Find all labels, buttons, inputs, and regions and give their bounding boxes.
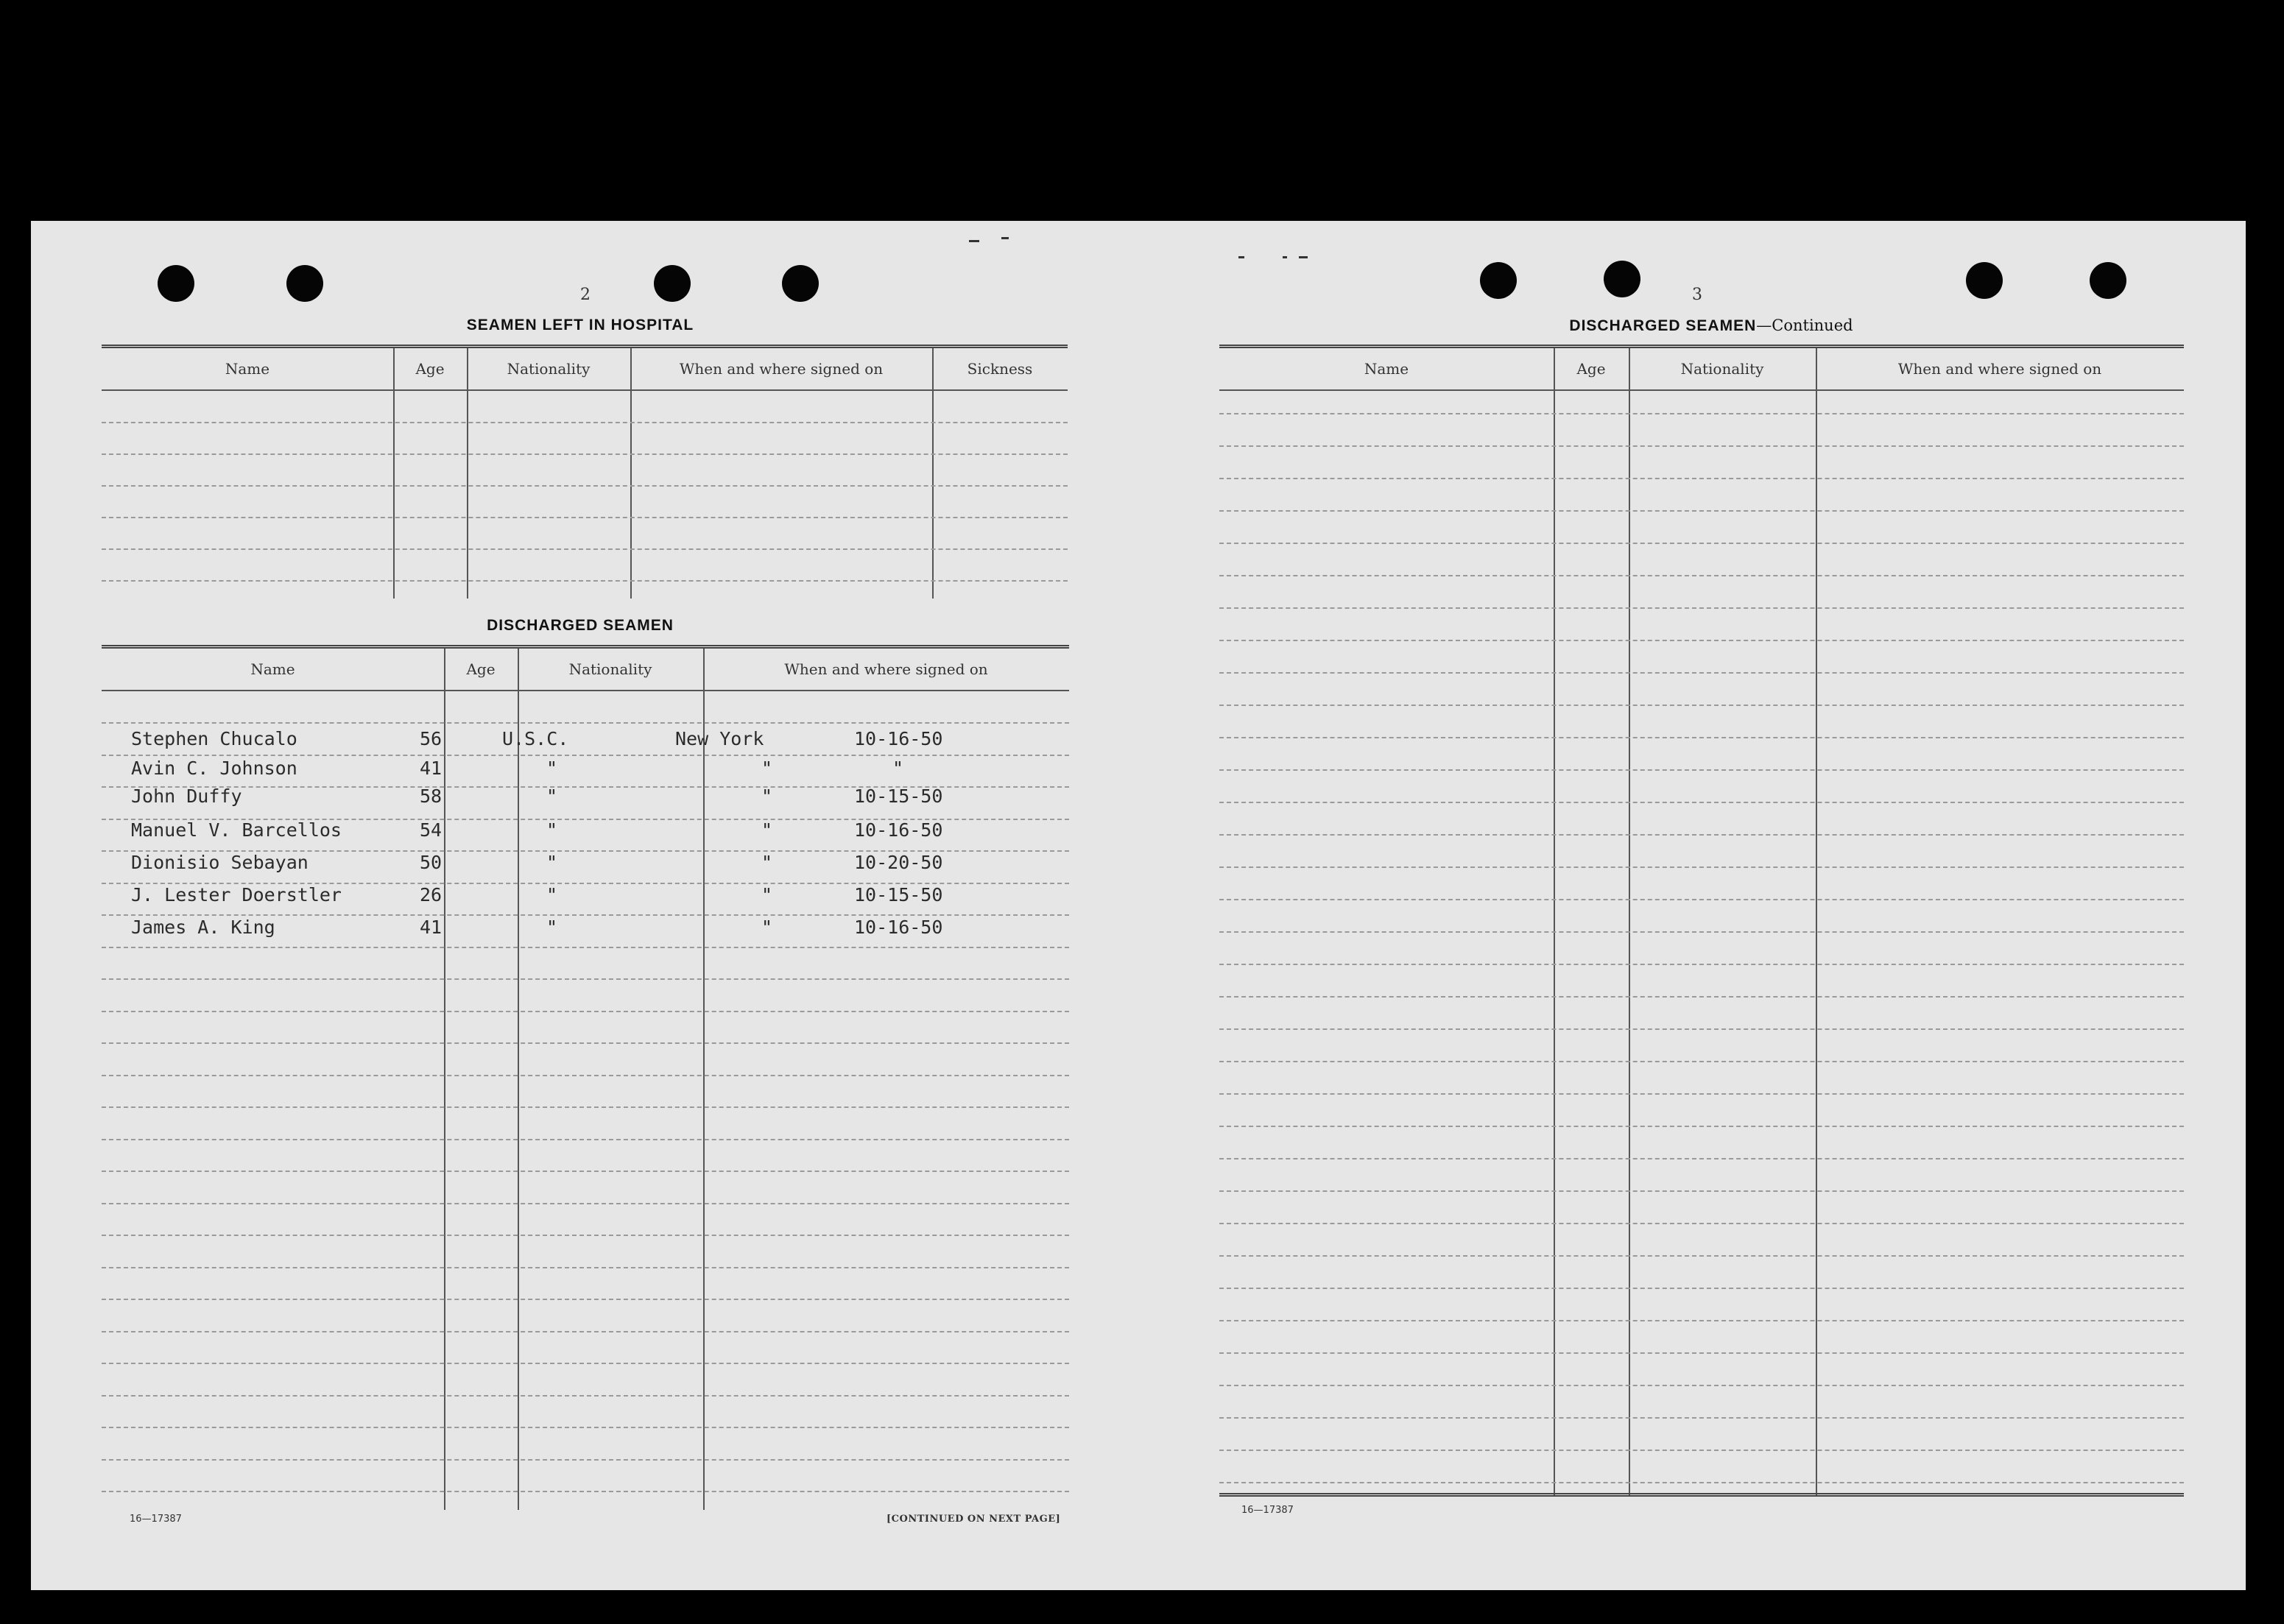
row-line (102, 914, 1069, 916)
row-line (102, 1075, 1069, 1076)
column-header-signed-on: When and where signed on (784, 660, 988, 678)
seaman-nationality: " (546, 917, 558, 938)
signed-on-date: 10-20-50 (854, 852, 943, 873)
column-divider (1629, 348, 1630, 1497)
discharged-continued-table (1219, 345, 2184, 1497)
signed-on-date: 10-16-50 (854, 819, 943, 841)
hospital-table-header (102, 348, 1068, 391)
column-divider (467, 348, 468, 599)
seaman-age: 56 (420, 728, 443, 749)
row-line (1219, 737, 2184, 738)
punch-hole (782, 265, 819, 302)
seaman-age: 54 (420, 819, 443, 841)
signed-on-place: " (761, 884, 773, 905)
row-line (102, 580, 1068, 582)
signed-on-date: 10-15-50 (854, 785, 943, 807)
document-sheet (31, 221, 2246, 1590)
row-line (1219, 1417, 2184, 1419)
discharged-continued-title (1218, 317, 2204, 335)
seaman-nationality: U.S.C. (502, 728, 569, 749)
row-line (102, 1363, 1069, 1364)
scan-mark (1283, 256, 1287, 258)
scan-mark (969, 240, 979, 242)
seaman-nationality: " (546, 884, 558, 905)
row-line (1219, 413, 2184, 414)
row-line (1219, 802, 2184, 803)
seaman-age: 41 (420, 917, 443, 938)
page-number: 2 (580, 286, 591, 304)
row-line (102, 1106, 1069, 1108)
seaman-nationality: " (546, 852, 558, 873)
column-header-signed-on: When and where signed on (1897, 360, 2102, 378)
signed-on-place: " (761, 785, 773, 807)
signed-on-date: 10-16-50 (854, 728, 943, 749)
form-code: 16—17387 (130, 1514, 182, 1525)
row-line (102, 453, 1068, 455)
signed-on-date: 10-15-50 (854, 884, 943, 905)
punch-hole (654, 265, 691, 302)
row-line (1219, 1320, 2184, 1321)
row-line (102, 1203, 1069, 1204)
column-divider (932, 348, 934, 599)
scan-mark (1238, 256, 1244, 258)
title-suffix: —Continued (1756, 317, 1853, 334)
continued-note: [CONTINUED ON NEXT PAGE] (887, 1514, 1061, 1525)
row-line (1219, 1061, 2184, 1062)
discharged-section-title: DISCHARGED SEAMEN (487, 617, 674, 634)
seaman-name: J. Lester Doerstler (131, 884, 342, 905)
row-line (1219, 1385, 2184, 1386)
column-header-name: Name (250, 660, 295, 678)
seaman-name: James A. King (131, 917, 275, 938)
row-line (102, 1427, 1069, 1428)
row-line (1219, 607, 2184, 609)
row-line (102, 755, 1069, 756)
row-line (1219, 769, 2184, 771)
row-line (102, 548, 1068, 550)
signed-on-place: " (761, 852, 773, 873)
column-divider (518, 649, 519, 1510)
column-header-signed-on: When and where signed on (679, 360, 884, 378)
column-header-age: Age (415, 360, 445, 378)
column-header-nationality: Nationality (1680, 360, 1764, 378)
page-number: 3 (1692, 286, 1702, 304)
bottom-rule (1219, 1493, 2184, 1497)
discharged-table-header (102, 649, 1069, 691)
column-divider (703, 649, 705, 1510)
row-line (102, 1299, 1069, 1300)
scan-mark (1299, 256, 1308, 258)
row-line (1219, 510, 2184, 512)
seaman-nationality: " (546, 758, 558, 779)
discharged-continued-header (1219, 348, 2184, 391)
signed-on-place: " (761, 917, 773, 938)
seaman-age: 58 (420, 785, 443, 807)
row-line (1219, 1288, 2184, 1289)
column-divider (1554, 348, 1555, 1497)
row-line (102, 1459, 1069, 1461)
punch-hole (1604, 261, 1640, 297)
punch-hole (286, 265, 323, 302)
row-line (102, 1139, 1069, 1140)
row-line (1219, 1352, 2184, 1354)
row-line (102, 947, 1069, 948)
column-divider (393, 348, 395, 599)
signed-on-place: New York (675, 728, 764, 749)
row-line (1219, 899, 2184, 900)
row-line (1219, 478, 2184, 479)
row-line (102, 978, 1069, 980)
column-header-name: Name (225, 360, 270, 378)
seaman-name: Manuel V. Barcellos (131, 819, 342, 841)
seaman-name: Avin C. Johnson (131, 758, 297, 779)
seaman-name: John Duffy (131, 785, 242, 807)
row-line (1219, 1255, 2184, 1257)
row-line (1219, 705, 2184, 706)
discharged-table (102, 645, 1069, 1510)
seaman-name: Stephen Chucalo (131, 728, 297, 749)
row-line (1219, 1190, 2184, 1192)
signed-on-place: " (761, 758, 773, 779)
column-header-age: Age (1576, 360, 1606, 378)
row-line (1219, 1223, 2184, 1224)
row-line (1219, 445, 2184, 447)
row-line (1219, 866, 2184, 868)
title-text: DISCHARGED SEAMEN (1569, 317, 1757, 334)
seaman-age: 41 (420, 758, 443, 779)
row-line (102, 1042, 1069, 1044)
column-header-nationality: Nationality (568, 660, 652, 678)
row-line (102, 1235, 1069, 1236)
seaman-nationality: " (546, 785, 558, 807)
row-line (1219, 931, 2184, 933)
row-line (1219, 1482, 2184, 1483)
column-divider (1816, 348, 1817, 1497)
hospital-table (102, 345, 1068, 599)
column-header-age: Age (466, 660, 496, 678)
row-line (1219, 1158, 2184, 1159)
row-line (102, 1395, 1069, 1397)
row-line (102, 1171, 1069, 1172)
row-line (1219, 543, 2184, 544)
row-line (102, 1267, 1069, 1268)
row-line (1219, 640, 2184, 641)
scan-mark (1001, 237, 1009, 239)
row-line (1219, 1028, 2184, 1030)
punch-hole (1480, 262, 1517, 299)
row-line (102, 1331, 1069, 1332)
seaman-name: Dionisio Sebayan (131, 852, 309, 873)
row-line (102, 1491, 1069, 1492)
hospital-section-title: SEAMEN LEFT IN HOSPITAL (466, 317, 694, 333)
row-line (1219, 834, 2184, 836)
row-line (1219, 672, 2184, 674)
column-header-sickness: Sickness (967, 360, 1033, 378)
row-line (1219, 964, 2184, 965)
column-header-name: Name (1364, 360, 1409, 378)
row-line (1219, 1450, 2184, 1451)
row-line (1219, 996, 2184, 998)
form-code: 16—17387 (1241, 1505, 1294, 1516)
row-line (102, 485, 1068, 487)
punch-hole (158, 265, 194, 302)
row-line (102, 422, 1068, 423)
column-divider (444, 649, 445, 1510)
row-line (102, 1011, 1069, 1012)
seaman-age: 50 (420, 852, 443, 873)
punch-hole (2090, 262, 2126, 299)
column-header-nationality: Nationality (507, 360, 591, 378)
row-line (1219, 575, 2184, 576)
row-line (1219, 1093, 2184, 1095)
punch-hole (1966, 262, 2003, 299)
row-line (1219, 1126, 2184, 1127)
signed-on-date: " (892, 758, 904, 779)
signed-on-date: 10-16-50 (854, 917, 943, 938)
seaman-nationality: " (546, 819, 558, 841)
seaman-age: 26 (420, 884, 443, 905)
row-line (102, 517, 1068, 518)
signed-on-place: " (761, 819, 773, 841)
row-line (102, 722, 1069, 724)
column-divider (630, 348, 632, 599)
